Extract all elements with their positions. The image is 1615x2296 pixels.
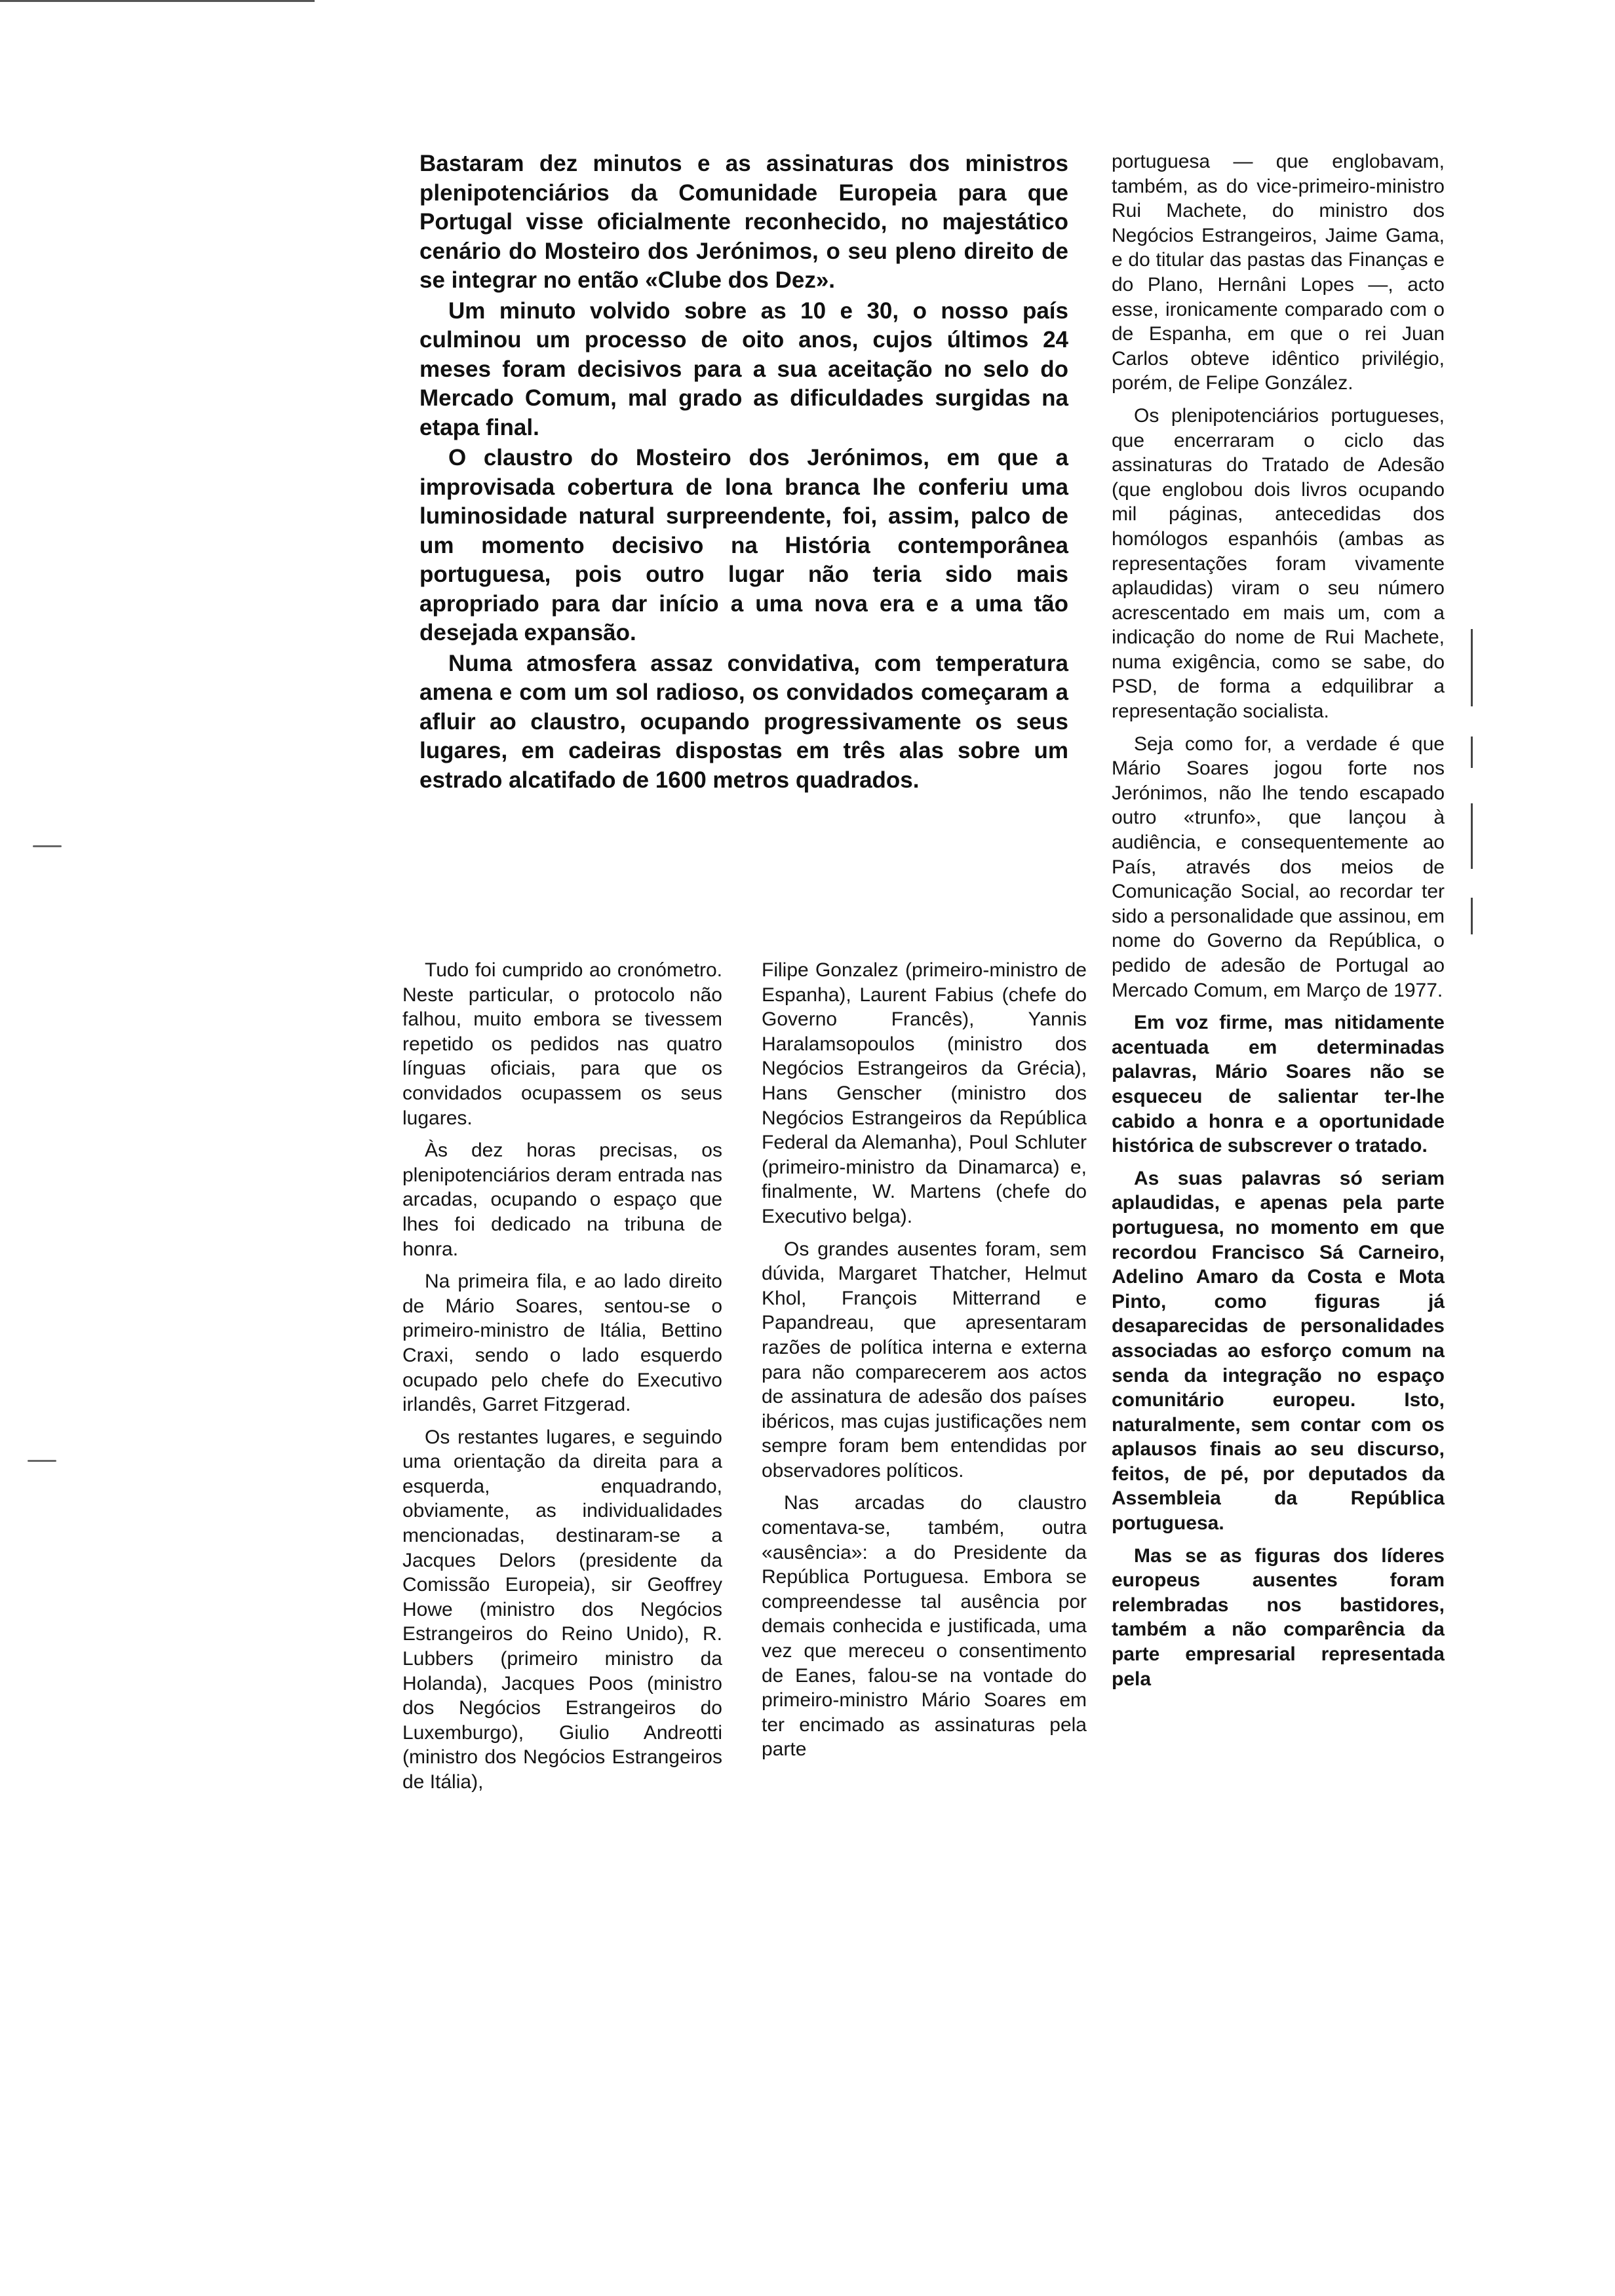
body-paragraph: As suas palavras só seriam aplaudidas, e apenas pela parte portuguesa, no momento em que recordou Francisco Sá Carneiro, Adelino Amaro da Costa e Mota Pinto, como figuras já desaparecidas de personalidades associadas ao esforço comum na senda da integração no espaço comunitário europeu. Isto, naturalmente, sem contar com os aplausos finais ao seu discurso, feitos, de pé, por deputados da Assembleia da República portuguesa.: [1112, 1167, 1445, 1535]
lead-paragraph: O claustro do Mosteiro dos Jerónimos, em que a improvisada cobertura de lona branca lhe conferiu uma luminosidade natural surpreendente, foi, assim, palco de um momento decisivo na História contemporânea portuguesa, pois outro lugar não teria sido mais apropriado para dar início a uma nova era e a uma tão desejada expansão.: [419, 445, 1068, 645]
lead-paragraph: Bastaram dez minutos e as assinaturas dos ministros plenipotenciários da Comunidade Europeia para que Portugal visse oficialmente reconhecido, no majestático cenário do Mosteiro dos Jerónimos, o seu pleno direito de se integrar no então «Clube dos Dez».: [419, 151, 1068, 293]
column-margin-line: [1471, 629, 1473, 706]
body-column-3: [1112, 149, 1445, 1699]
scan-margin-mark: [33, 845, 62, 847]
body-paragraph: Mas se as figuras dos líderes europeus ausentes foram relembradas nos bastidores, também a não comparência da parte empresarial representada pela: [1112, 1544, 1445, 1690]
lead-paragraph: Numa atmosfera assaz convidativa, com temperatura amena e com um sol radioso, os convidados começaram a afluir ao claustro, ocupando progressivamente os seus lugares, em cadeiras dispostas em três alas sobre um estrado alcatifado de 1600 metros quadrados.: [419, 650, 1068, 793]
body-paragraph: Filipe Gonzalez (primeiro-ministro de Espanha), Laurent Fabius (chefe do Governo Francês), Yannis Haralamsopoulos (ministro dos Negócios Estrangeiros da Grécia), Hans Genscher (ministro dos Negócios Estrangeiros da República Federal da Alemanha), Poul Schluter (primeiro-ministro da Dinamarca) e, finalmente, W. Martens (chefe do Executivo belga).: [762, 959, 1087, 1227]
body-paragraph: Em voz firme, mas nitidamente acentuada em determinadas palavras, Mário Soares não se esqueceu de salientar ter-lhe cabido a honra e a oportunidade histórica de subscrever o tratado.: [1112, 1012, 1445, 1157]
column-margin-line: [1471, 898, 1473, 934]
column-margin-line: [1471, 803, 1473, 869]
body-paragraph: Os restantes lugares, e seguindo uma orientação da direita para a esquerda, enquadrando, obviamente, as individualidades mencionadas, destinaram-se a Jacques Delors (presidente da Comissão Europeia), sir Geoffrey Howe (ministro dos Negócios Estrangeiros do Reino Unido), R. Lubbers (primeiro ministro da Holanda), Jacques Poos (ministro dos Negócios Estrangeiros do Luxemburgo), Giulio Andreotti (ministro dos Negócios Estrangeiros de Itália),: [402, 1426, 722, 1793]
body-paragraph: Os plenipotenciários portugueses, que encerraram o ciclo das assinaturas do Tratado de Adesão (que englobou dois livros ocupando mil páginas, antecedidas dos homólogos espanhóis (ambas as representações foram vivamente aplaudidas) viram o seu número acrescentado em mais um, com a indicação do nome de Rui Machete, numa exigência, como se sabe, do PSD, de forma a edquilibrar a representação socialista.: [1112, 404, 1445, 723]
body-paragraph: Na primeira fila, e ao lado direito de Mário Soares, sentou-se o primeiro-ministro de Itália, Bettino Craxi, sendo o lado esquerdo ocupado pelo chefe do Executivo irlandês, Garret Fitzgerad.: [402, 1271, 722, 1416]
body-paragraph: Às dez horas precisas, os plenipotenciários deram entrada nas arcadas, ocupando o espaço que lhes foi dedicado na tribuna de honra.: [402, 1139, 722, 1260]
body-paragraph: portuguesa — que englobavam, também, as do vice-primeiro-ministro Rui Machete, do ministro dos Negócios Estrangeiros, Jaime Gama, e do titular das pastas das Finanças e do Plano, Hernâni Lopes —, acto esse, ironicamente comparado com o de Espanha, em que o rei Juan Carlos obteve idêntico privilégio, porém, de Felipe González.: [1112, 151, 1445, 394]
scan-edge-rule: [0, 0, 315, 2]
body-paragraph: Seja como for, a verdade é que Mário Soares jogou forte nos Jerónimos, não lhe tendo escapado outro «trunfo», que lançou à audiência, e consequentemente ao País, através dos meios de Comunicação Social, ao recordar ter sido a personalidade que assinou, em nome do Governo da República, o pedido de adesão de Portugal ao Mercado Comum, em Março de 1977.: [1112, 733, 1445, 1001]
body-paragraph: Tudo foi cumprido ao cronómetro. Neste particular, o protocolo não falhou, muito embora se tivessem repetido os pedidos nas quatro línguas oficiais, para que os convidados ocupassem os seus lugares.: [402, 959, 722, 1129]
lead-paragraph: Um minuto volvido sobre as 10 e 30, o nosso país culminou um processo de oito anos, cujos últimos 24 meses foram decisivos para a sua aceitação no selo do Mercado Comum, mal grado as dificuldades surgidas na etapa final.: [419, 297, 1068, 440]
body-paragraph: Os grandes ausentes foram, sem dúvida, Margaret Thatcher, Helmut Khol, François Mitterrand e Papandreau, que apresentaram razões de política interna e externa para não comparecerem aos actos de assinatura de adesão dos países ibéricos, mas cujas justificações nem sempre foram bem entendidas por observadores políticos.: [762, 1238, 1087, 1482]
column-margin-line: [1471, 737, 1473, 768]
body-paragraph: Nas arcadas do claustro comentava-se, também, outra «ausência»: a do Presidente da República Portuguesa. Embora se compreendesse tal ausência por demais conhecida e justificada, uma vez que mereceu o consentimento de Eanes, falou-se na vontade do primeiro-ministro Mário Soares em ter encimado as assinaturas pela parte: [762, 1492, 1087, 1761]
body-column-2: [762, 958, 1087, 1770]
lead-section: [419, 149, 1068, 796]
scan-margin-mark: [28, 1460, 56, 1462]
body-column-1: [402, 958, 722, 1803]
